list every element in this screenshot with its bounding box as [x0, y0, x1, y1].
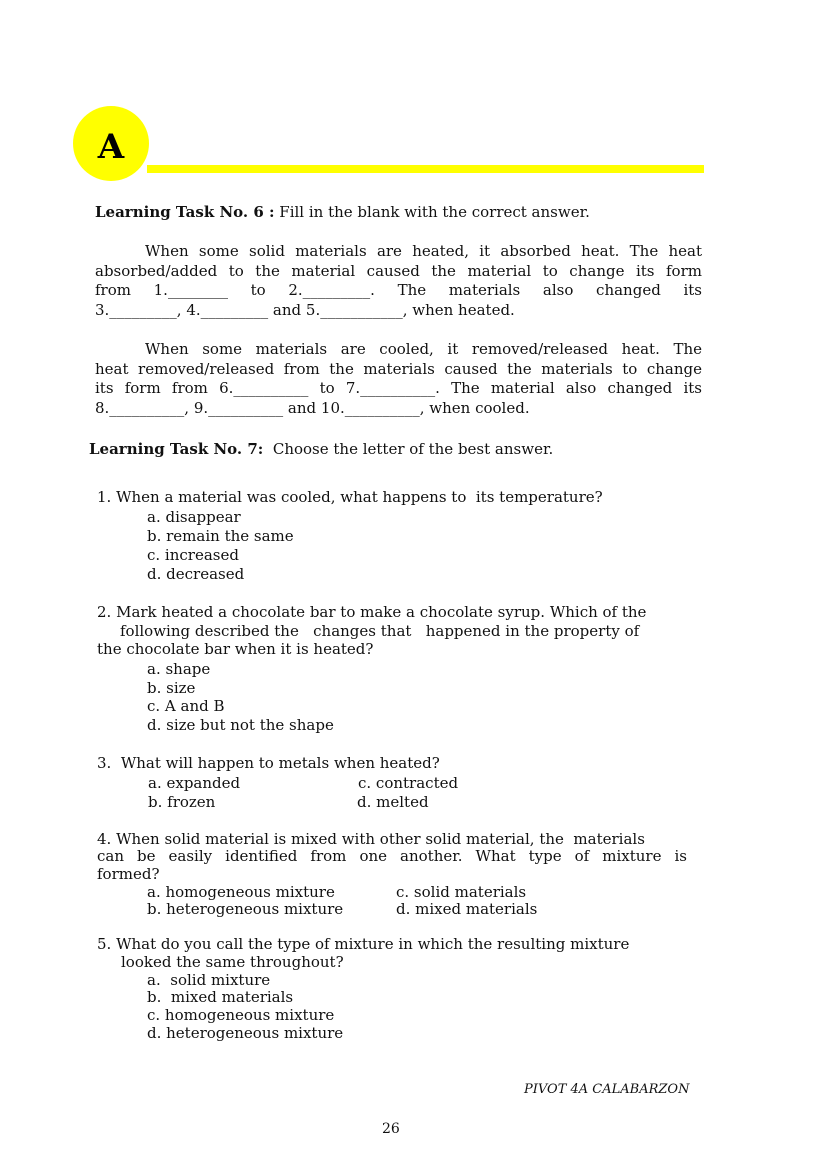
page-number: 26: [382, 1121, 400, 1137]
blank-2[interactable]: 2._________.: [288, 281, 375, 300]
question-text: 1. When a material was cooled, what happens to its temperature?: [97, 488, 603, 506]
question-text: looked the same throughout?: [121, 953, 344, 971]
option-c[interactable]: c. solid materials: [396, 883, 527, 901]
paragraph-line: When some materials are cooled, it removed/released heat. The: [145, 340, 702, 358]
option-c[interactable]: c. contracted: [358, 774, 459, 792]
word: from: [95, 281, 131, 300]
option-a[interactable]: a. solid mixture: [147, 971, 271, 989]
paragraph-line: absorbed/added to the material caused the material to change its form: [95, 261, 702, 280]
task7-title-instruction: Choose the letter of the best answer.: [263, 440, 554, 458]
question-text: 3. What will happen to metals when heated?: [97, 754, 440, 772]
blank-1[interactable]: 1.________: [153, 281, 228, 300]
option-c[interactable]: c. increased: [147, 546, 239, 564]
task6-title: [95, 203, 590, 221]
word: to: [250, 281, 266, 300]
question-text: can be easily identified from one another. What type of mixture is: [97, 847, 687, 865]
option-b[interactable]: b. remain the same: [147, 527, 294, 545]
option-d[interactable]: d. mixed materials: [396, 900, 538, 918]
question-text: 5. What do you call the type of mixture in which the resulting mixture: [97, 935, 630, 953]
question-text: following described the changes that happened in the property of: [120, 622, 640, 640]
task6-paragraph-heated: [95, 242, 702, 320]
option-c[interactable]: c. homogeneous mixture: [147, 1006, 335, 1024]
word: also: [542, 281, 574, 300]
question-text: the chocolate bar when it is heated?: [97, 640, 374, 658]
word: The: [397, 281, 427, 300]
question-text: 2. Mark heated a chocolate bar to make a chocolate syrup. Which of the: [97, 603, 647, 621]
publisher-footer: PIVOT 4A CALABARZON: [524, 1082, 690, 1097]
paragraph-line-blanks[interactable]: its form from 6.__________ to 7.__________. The material also changed its: [95, 379, 702, 398]
task6-paragraph-cooled: [95, 340, 702, 418]
option-d[interactable]: d. decreased: [147, 565, 245, 583]
word: materials: [448, 281, 521, 300]
task6-title-instruction: Fill in the blank with the correct answer.: [274, 203, 590, 221]
option-d[interactable]: d. melted: [357, 793, 429, 811]
paragraph-line-blanks[interactable]: 8.__________, 9.__________ and 10.__________, when cooled.: [95, 398, 530, 417]
task6-title-label: Learning Task No. 6 :: [95, 203, 275, 221]
paragraph-line: When some solid materials are heated, it absorbed heat. The heat: [145, 242, 702, 260]
question-text: 4. When solid material is mixed with other solid material, the materials: [97, 830, 645, 848]
task7-title-label: Learning Task No. 7:: [89, 440, 264, 458]
word: changed: [596, 281, 661, 300]
task7-title: [89, 440, 553, 458]
paragraph-line: heat removed/released from the materials caused the materials to change: [95, 359, 702, 378]
word: its: [683, 281, 702, 300]
option-a[interactable]: a. expanded: [148, 774, 241, 792]
option-a[interactable]: a. shape: [147, 660, 211, 678]
question-text: formed?: [97, 865, 160, 883]
option-a[interactable]: a. homogeneous mixture: [147, 883, 335, 901]
section-divider-bar: [147, 165, 704, 173]
section-letter: A: [97, 126, 125, 167]
option-a[interactable]: a. disappear: [147, 508, 241, 526]
paragraph-line-blanks[interactable]: 3._________, 4._________ and 5.___________, when heated.: [95, 300, 515, 319]
option-d[interactable]: d. heterogeneous mixture: [147, 1024, 344, 1042]
section-letter-badge: [73, 106, 149, 181]
option-b[interactable]: b. frozen: [148, 793, 216, 811]
option-c[interactable]: c. A and B: [147, 697, 225, 715]
option-b[interactable]: b. size: [147, 679, 196, 697]
option-b[interactable]: b. mixed materials: [147, 988, 294, 1006]
option-b[interactable]: b. heterogeneous mixture: [147, 900, 344, 918]
option-d[interactable]: d. size but not the shape: [147, 716, 334, 734]
paragraph-line-blanks: [95, 281, 702, 301]
